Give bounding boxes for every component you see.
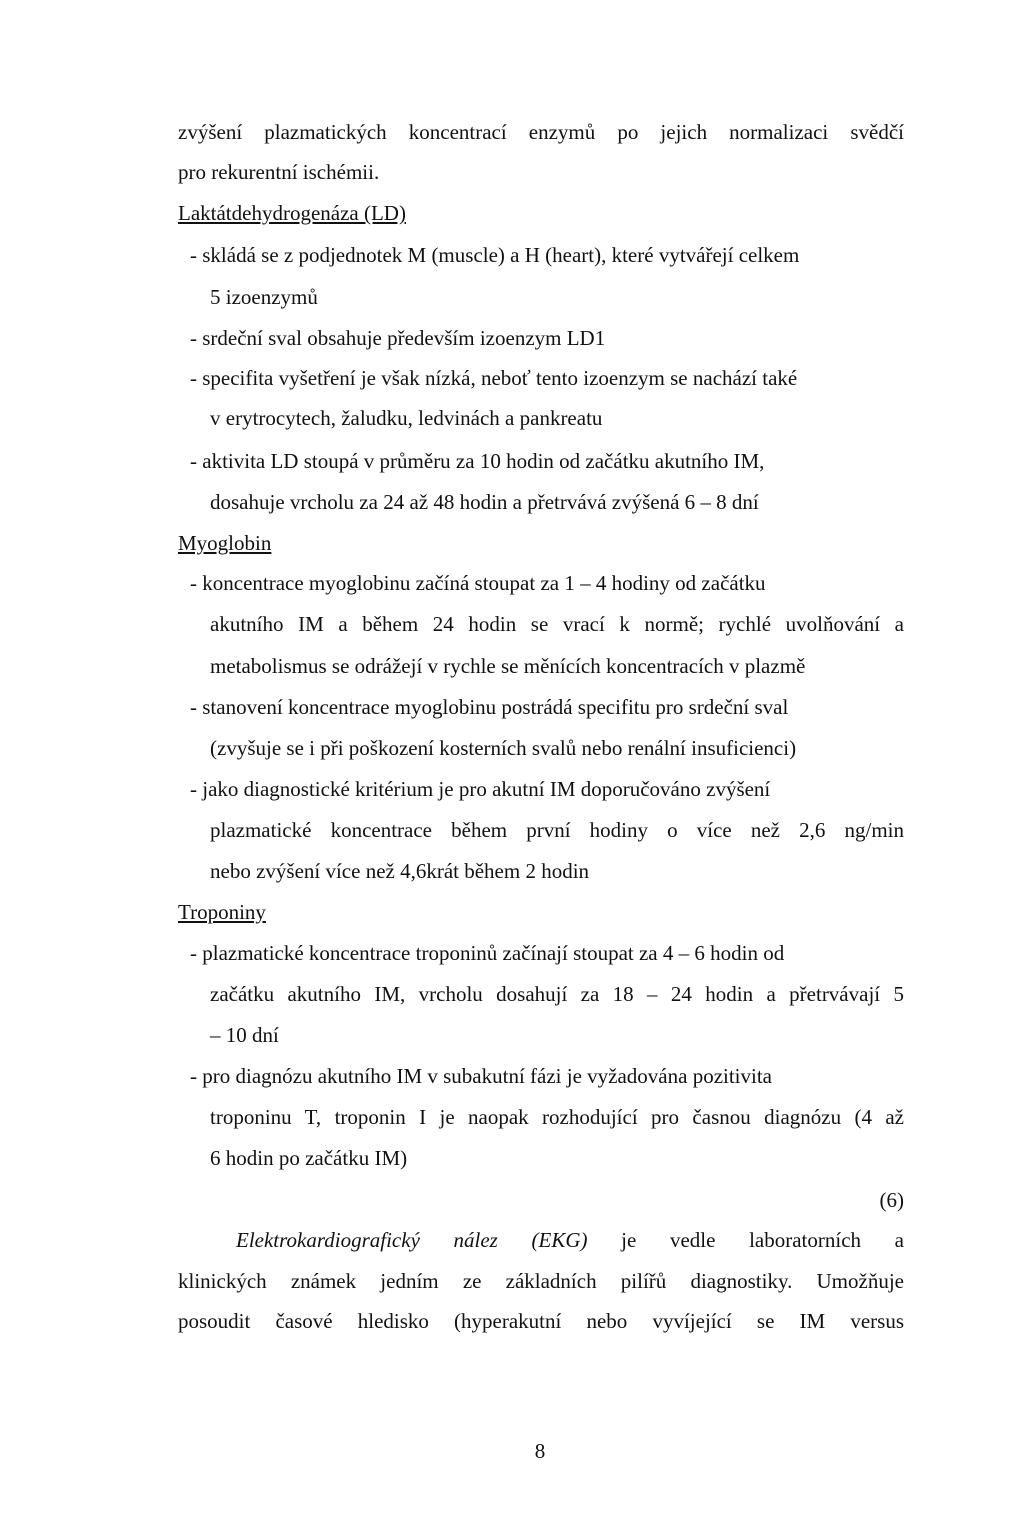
- text-line: akutního IM a během 24 hodin se vrací k normě; rychlé uvolňování a: [210, 612, 904, 636]
- ekg-text: je vedle laboratorních a: [587, 1228, 904, 1252]
- section-heading-ld: Laktátdehydrogenáza (LD): [178, 201, 406, 225]
- text-line: zvýšení plazmatických koncentrací enzymů po jejich normalizaci svědčí: [178, 120, 904, 144]
- bullet-line: - stanovení koncentrace myoglobinu postrádá specifitu pro srdeční sval: [190, 695, 789, 719]
- text-line: dosahuje vrcholu za 24 až 48 hodin a přetrvává zvýšená 6 – 8 dní: [210, 490, 759, 514]
- ekg-paragraph-first-line: [236, 1225, 904, 1255]
- bullet-line: - jako diagnostické kritérium je pro akutní IM doporučováno zvýšení: [190, 777, 771, 801]
- section-heading-troponiny: Troponiny: [178, 900, 266, 924]
- bullet-line: - skládá se z podjednotek M (muscle) a H (heart), které vytvářejí celkem: [190, 243, 800, 267]
- text-line: metabolismus se odrážejí v rychle se měnících koncentracích v plazmě: [210, 654, 806, 678]
- text-line: pro rekurentní ischémii.: [178, 160, 380, 184]
- section-heading-myoglobin: Myoglobin: [178, 531, 272, 555]
- ekg-term: Elektrokardiografický nález (EKG): [236, 1228, 588, 1252]
- text-line: 6 hodin po začátku IM): [210, 1146, 408, 1170]
- bullet-line: - srdeční sval obsahuje především izoenzym LD1: [190, 326, 606, 350]
- text-line: (zvyšuje se i při poškození kosterních svalů nebo renální insuficienci): [210, 736, 797, 760]
- text-line: klinických známek jedním ze základních pilířů diagnostiky. Umožňuje: [178, 1269, 904, 1293]
- text-line: začátku akutního IM, vrcholu dosahují za 18 – 24 hodin a přetrvávají 5: [210, 982, 904, 1006]
- text-line: troponinu T, troponin I je naopak rozhodující pro časnou diagnózu (4 až: [210, 1105, 904, 1129]
- bullet-line: - specifita vyšetření je však nízká, neboť tento izoenzym se nachází také: [190, 366, 798, 390]
- text-line: plazmatické koncentrace během první hodiny o více než 2,6 ng/min: [210, 818, 904, 842]
- bullet-line: - pro diagnózu akutního IM v subakutní fázi je vyžadována pozitivita: [190, 1064, 773, 1088]
- page-number: 8: [534, 1439, 546, 1463]
- reference-number: (6): [879, 1188, 904, 1212]
- text-line: v erytrocytech, žaludku, ledvinách a pankreatu: [210, 406, 603, 430]
- bullet-line: - aktivita LD stoupá v průměru za 10 hodin od začátku akutního IM,: [190, 449, 765, 473]
- text-line: – 10 dní: [210, 1023, 279, 1047]
- bullet-line: - plazmatické koncentrace troponinů začínají stoupat za 4 – 6 hodin od: [190, 941, 785, 965]
- text-line: 5 izoenzymů: [210, 285, 318, 309]
- bullet-line: - koncentrace myoglobinu začíná stoupat za 1 – 4 hodiny od začátku: [190, 571, 766, 595]
- text-line: nebo zvýšení více než 4,6krát během 2 hodin: [210, 859, 590, 883]
- text-line: posoudit časové hledisko (hyperakutní nebo vyvíjející se IM versus: [178, 1309, 904, 1333]
